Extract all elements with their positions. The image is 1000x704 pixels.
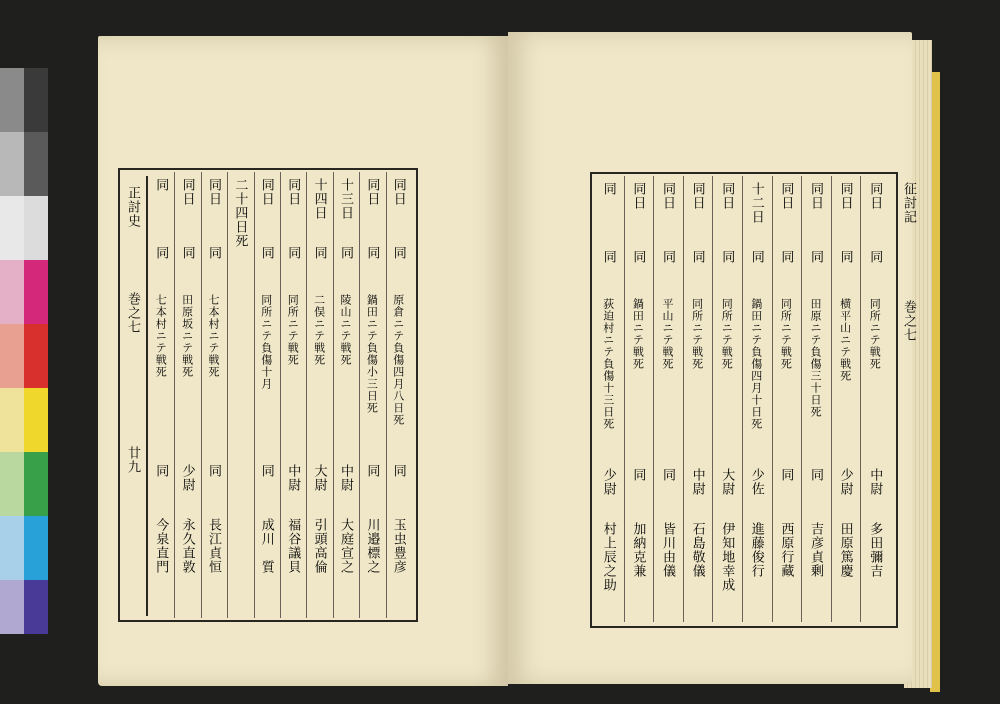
entry-name: 進藤俊行 bbox=[748, 522, 764, 578]
margin-title: 正討史 bbox=[125, 186, 140, 228]
entry-rank: 少佐 bbox=[748, 468, 764, 496]
entry-mid: 二俣ニテ戦死 bbox=[312, 294, 326, 366]
column-rule bbox=[742, 176, 743, 622]
column-rule bbox=[860, 176, 861, 622]
entry-date: 同 bbox=[600, 182, 616, 196]
entry-date: 同日 bbox=[179, 178, 195, 206]
entry-name: 大庭宣之 bbox=[338, 518, 353, 574]
entry-top: 同 bbox=[867, 250, 883, 264]
margin-rule bbox=[146, 176, 148, 616]
entry-rank: 中尉 bbox=[338, 464, 353, 492]
entry-name: 長江貞恒 bbox=[206, 518, 221, 574]
entry-rank: 同 bbox=[206, 464, 221, 478]
entry-mid: 荻迫村ニテ負傷十三日死 bbox=[601, 298, 615, 430]
entry-top: 同 bbox=[660, 250, 675, 264]
entry-top: 同 bbox=[179, 246, 195, 260]
entry-name: 今泉直門 bbox=[153, 518, 169, 574]
entry-top: 同 bbox=[600, 250, 616, 264]
entry-mid: 田原坂ニテ戦死 bbox=[180, 294, 194, 378]
entry-top: 同 bbox=[689, 250, 705, 264]
entry-mid: 同所ニテ戦死 bbox=[720, 298, 734, 370]
entry-name: 多田彌吉 bbox=[867, 522, 883, 578]
entry-date: 同日 bbox=[837, 182, 853, 210]
entry-date: 同日 bbox=[390, 178, 406, 206]
entry-rank: 同 bbox=[808, 468, 823, 482]
entry-name: 加納克兼 bbox=[630, 522, 646, 578]
entry-mid: 同所ニテ戦死 bbox=[868, 298, 882, 370]
entry-rank: 大尉 bbox=[311, 464, 327, 492]
entry-top: 同 bbox=[258, 246, 274, 260]
entry-rank: 少尉 bbox=[600, 468, 616, 496]
entry-date: 同日 bbox=[808, 182, 823, 210]
entry-date: 同日 bbox=[630, 182, 646, 210]
column-rule bbox=[831, 176, 832, 622]
entry-rank: 同 bbox=[778, 468, 794, 482]
entry-top: 同 bbox=[778, 250, 794, 264]
entry-top: 同 bbox=[390, 246, 406, 260]
entry-rank: 同 bbox=[364, 464, 380, 478]
entry-rank: 中尉 bbox=[867, 468, 883, 496]
entry-date: 同日 bbox=[285, 178, 301, 206]
entry-date: 同日 bbox=[364, 178, 380, 206]
entry-top: 同 bbox=[630, 250, 646, 264]
entry-name: 田原篤慶 bbox=[837, 522, 853, 578]
column-rule bbox=[624, 176, 625, 622]
entry-rank: 同 bbox=[258, 464, 274, 478]
entry-date: 同日 bbox=[660, 182, 675, 210]
entry-date: 同日 bbox=[719, 182, 735, 210]
entry-name: 吉彦貞剰 bbox=[808, 522, 823, 578]
color-calibration-chart bbox=[0, 68, 48, 634]
entry-rank: 同 bbox=[153, 464, 169, 478]
entry-top: 同 bbox=[153, 246, 169, 260]
entry-top: 同 bbox=[338, 246, 353, 260]
entry-rank: 同 bbox=[660, 468, 675, 482]
entry-rank: 少尉 bbox=[179, 464, 195, 492]
column-rule bbox=[306, 172, 307, 618]
entry-rank: 同 bbox=[630, 468, 646, 482]
entry-top: 同 bbox=[719, 250, 735, 264]
column-rule bbox=[333, 172, 334, 618]
entry-mid: 同所ニテ負傷十月 bbox=[259, 294, 273, 390]
entry-name: 川邉標之 bbox=[364, 518, 380, 574]
entry-mid: 鍋田ニテ負傷四月十日死 bbox=[749, 298, 763, 430]
entry-name: 村上辰之助 bbox=[600, 522, 616, 592]
column-rule bbox=[227, 172, 228, 618]
column-rule bbox=[683, 176, 684, 622]
margin-volume: 巻之七 bbox=[125, 292, 140, 334]
entry-top: 同 bbox=[808, 250, 823, 264]
entry-mid: 横平山ニテ戦死 bbox=[838, 298, 852, 382]
entry-date: 同日 bbox=[206, 178, 221, 206]
column-rule bbox=[201, 172, 202, 618]
entry-mid: 平山ニテ戦死 bbox=[661, 298, 674, 370]
entry-mid: 同所ニテ戦死 bbox=[779, 298, 793, 370]
column-rule bbox=[801, 176, 802, 622]
open-book bbox=[98, 32, 938, 696]
entry-mid: 同所ニテ戦死 bbox=[286, 294, 300, 366]
entry-top: 同 bbox=[837, 250, 853, 264]
entry-date: 同日 bbox=[258, 178, 274, 206]
entry-mid: 原倉ニテ負傷四月八日死 bbox=[391, 294, 405, 426]
entry-mid: 同所ニテ戦死 bbox=[690, 298, 704, 370]
entry-date: 十二日 bbox=[748, 182, 764, 224]
margin-page-number: 廿九 bbox=[125, 446, 140, 474]
entry-name: 皆川由儀 bbox=[660, 522, 675, 578]
entry-date: 同日 bbox=[689, 182, 705, 210]
column-rule bbox=[653, 176, 654, 622]
entry-top: 同 bbox=[285, 246, 301, 260]
entry-date: 二十四日死 bbox=[232, 178, 248, 248]
entry-mid: 陵山ニテ戦死 bbox=[339, 294, 352, 366]
entry-date: 十三日 bbox=[338, 178, 353, 220]
entry-rank: 大尉 bbox=[719, 468, 735, 496]
left-page bbox=[98, 36, 508, 686]
entry-top: 同 bbox=[748, 250, 764, 264]
entry-mid: 田原ニテ負傷三十日死 bbox=[809, 298, 822, 418]
entry-name: 玉虫豊彦 bbox=[390, 518, 406, 574]
column-rule bbox=[712, 176, 713, 622]
column-rule bbox=[359, 172, 360, 618]
right-page bbox=[508, 32, 916, 684]
entry-name: 西原行藏 bbox=[778, 522, 794, 578]
column-rule bbox=[174, 172, 175, 618]
entry-date: 同日 bbox=[778, 182, 794, 210]
entry-name: 石島敬儀 bbox=[689, 522, 705, 578]
entry-name: 成川 質 bbox=[258, 518, 274, 574]
entry-date: 同日 bbox=[867, 182, 883, 210]
entry-mid: 七本村ニテ戦死 bbox=[207, 294, 220, 378]
margin-title: 征討記 bbox=[901, 182, 916, 224]
entry-date: 同 bbox=[153, 178, 169, 192]
entry-top: 同 bbox=[206, 246, 221, 260]
entry-rank: 同 bbox=[390, 464, 406, 478]
column-rule bbox=[280, 172, 281, 618]
column-rule bbox=[386, 172, 387, 618]
entry-date: 十四日 bbox=[311, 178, 327, 220]
entry-rank: 中尉 bbox=[689, 468, 705, 496]
margin-volume: 巻之七 bbox=[901, 300, 916, 342]
column-rule bbox=[772, 176, 773, 622]
entry-rank: 中尉 bbox=[285, 464, 301, 492]
entry-rank: 少尉 bbox=[837, 468, 853, 496]
entry-top: 同 bbox=[364, 246, 380, 260]
column-rule bbox=[254, 172, 255, 618]
entry-mid: 鍋田ニテ負傷小三日死 bbox=[365, 294, 379, 414]
entry-mid: 七本村ニテ戦死 bbox=[154, 294, 168, 378]
entry-mid: 鍋田ニテ戦死 bbox=[631, 298, 645, 370]
entry-name: 永久直敦 bbox=[179, 518, 195, 574]
entry-name: 伊知地幸成 bbox=[719, 522, 735, 592]
entry-name: 福谷議貝 bbox=[285, 518, 301, 574]
entry-top: 同 bbox=[311, 246, 327, 260]
entry-name: 引頭高倫 bbox=[311, 518, 327, 574]
